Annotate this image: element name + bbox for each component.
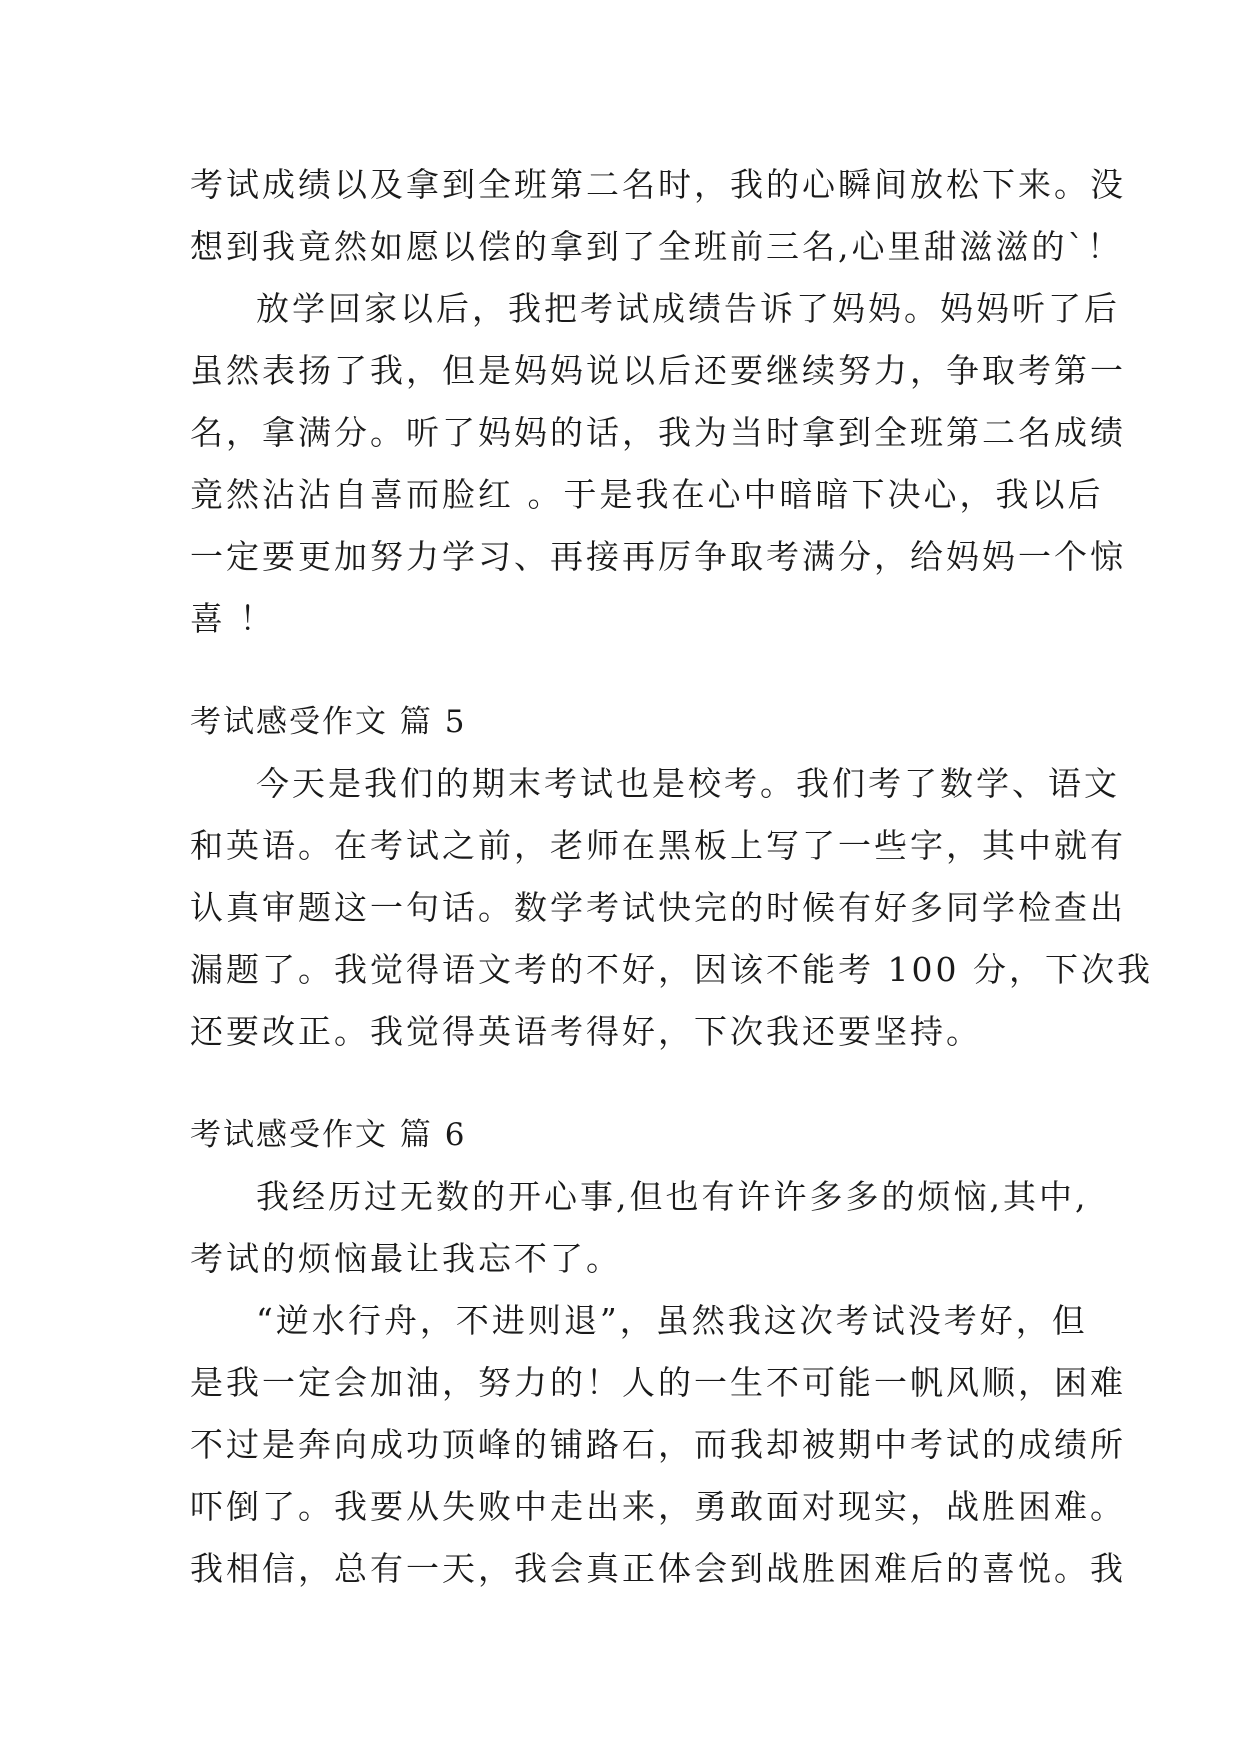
paragraph-line: 还要改正。我觉得英语考得好，下次我还要坚持。 bbox=[190, 1012, 982, 1051]
paragraph-line: 不过是奔向成功顶峰的铺路石，而我却被期中考试的成绩所 bbox=[190, 1425, 1126, 1464]
paragraph-line: 考试的烦恼最让我忘不了。 bbox=[190, 1239, 622, 1278]
paragraph-line: 我相信，总有一天，我会真正体会到战胜困难后的喜悦。我 bbox=[190, 1549, 1126, 1588]
paragraph-line: 吓倒了。我要从失败中走出来，勇敢面对现实，战胜困难。 bbox=[190, 1487, 1126, 1526]
paragraph-line: 放学回家以后，我把考试成绩告诉了妈妈。妈妈听了后 bbox=[256, 289, 1120, 328]
paragraph-line: 认真审题这一句话。数学考试快完的时候有好多同学检查出 bbox=[190, 888, 1126, 927]
paragraph-line: “逆水行舟，不进则退”，虽然我这次考试没考好，但 bbox=[256, 1301, 1088, 1340]
paragraph-line: 和英语。在考试之前，老师在黑板上写了一些字，其中就有 bbox=[190, 826, 1126, 865]
paragraph-line: 名，拿满分。听了妈妈的话，我为当时拿到全班第二名成绩 bbox=[190, 413, 1126, 452]
paragraph-line: 考试成绩以及拿到全班第二名时，我的心瞬间放松下来。没 bbox=[190, 165, 1126, 204]
paragraph-line: 竟然沾沾自喜而脸红 。于是我在心中暗暗下决心，我以后 bbox=[190, 475, 1104, 514]
paragraph-line: 喜 ！ bbox=[190, 599, 276, 638]
paragraph-line: 一定要更加努力学习、再接再厉争取考满分，给妈妈一个惊 bbox=[190, 537, 1126, 576]
section-heading: 考试感受作文 篇 5 bbox=[190, 704, 467, 740]
paragraph-line: 我经历过无数的开心事,但也有许许多多的烦恼,其中, bbox=[256, 1177, 1089, 1216]
paragraph-line: 虽然表扬了我，但是妈妈说以后还要继续努力，争取考第一 bbox=[190, 351, 1126, 390]
section-heading: 考试感受作文 篇 6 bbox=[190, 1117, 467, 1153]
paragraph-line: 今天是我们的期末考试也是校考。我们考了数学、语文 bbox=[256, 764, 1120, 803]
paragraph-line: 想到我竟然如愿以偿的拿到了全班前三名,心里甜滋滋的`！ bbox=[190, 227, 1123, 266]
paragraph-line: 是我一定会加油，努力的！人的一生不可能一帆风顺，困难 bbox=[190, 1363, 1126, 1402]
paragraph-line: 漏题了。我觉得语文考的不好，因该不能考 100 分，下次我 bbox=[190, 950, 1153, 989]
